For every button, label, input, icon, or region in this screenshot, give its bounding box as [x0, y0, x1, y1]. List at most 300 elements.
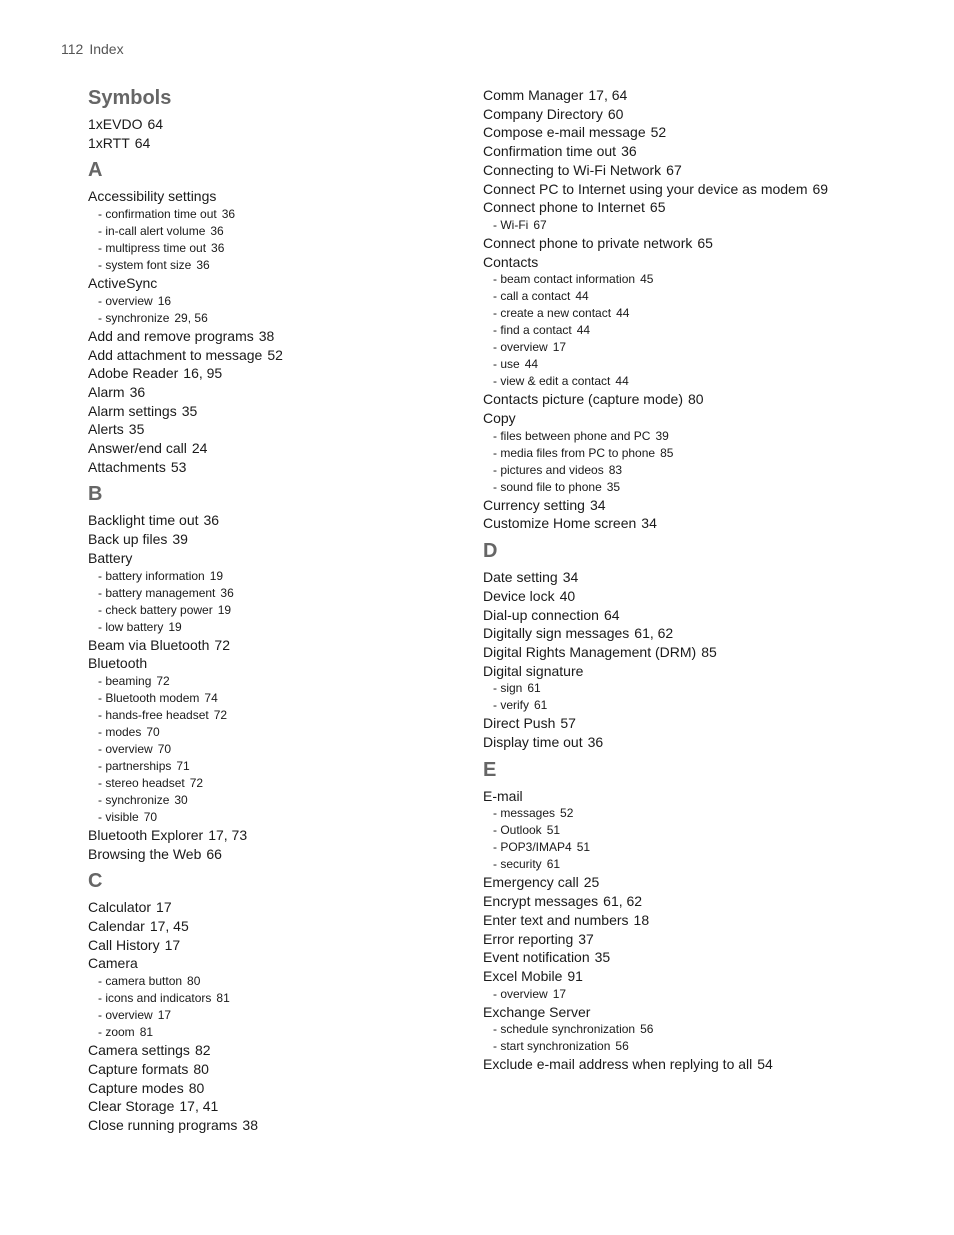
entry-term: Alarm	[88, 383, 125, 400]
subentry-term: - sign	[493, 681, 523, 696]
entry-term: Device lock	[483, 587, 555, 604]
index-subentry	[88, 568, 458, 585]
index-subentry	[88, 973, 458, 990]
entry-term: Battery	[88, 549, 133, 566]
entry-pages: 17	[156, 899, 172, 916]
index-subentry	[483, 217, 923, 234]
index-subentry	[88, 690, 458, 707]
entry-pages: 17, 41	[179, 1098, 219, 1115]
entry-term: Connecting to Wi-Fi Network	[483, 161, 662, 178]
entry-term: Calendar	[88, 918, 145, 935]
index-column-left	[88, 86, 458, 1141]
entry-term: Attachments	[88, 458, 166, 475]
entry-pages: 34	[589, 496, 606, 513]
index-entry	[88, 826, 458, 845]
subentry-pages: 19	[217, 602, 232, 617]
subentry-term: - beam contact information	[493, 272, 636, 287]
subentry-pages: 45	[640, 272, 654, 287]
subentry-term: - call a contact	[493, 289, 571, 304]
subentry-pages: 36	[196, 258, 210, 273]
index-entry	[88, 530, 458, 549]
entry-pages: 52	[650, 124, 667, 141]
index-subentry	[483, 288, 923, 305]
entry-pages: 80	[193, 1060, 209, 1077]
entry-term: Event notification	[483, 949, 590, 966]
index-entry	[88, 439, 458, 458]
entry-pages: 80	[188, 1079, 205, 1096]
index-entry	[88, 1097, 458, 1116]
subentry-pages: 70	[146, 724, 160, 739]
index-subentry	[88, 206, 458, 223]
index-entry	[483, 1055, 923, 1074]
subentry-pages: 56	[640, 1022, 654, 1037]
index-subentry	[88, 673, 458, 690]
subentry-term: - sound file to phone	[493, 479, 602, 494]
subentry-pages: 81	[216, 991, 230, 1006]
entry-term: Digital Rights Management (DRM)	[483, 643, 697, 660]
entry-pages: 36	[129, 383, 146, 400]
entry-term: Call History	[88, 936, 160, 953]
index-entry	[483, 643, 923, 662]
index-entry	[483, 930, 923, 949]
entry-pages: 34	[641, 515, 657, 532]
subentry-pages: 52	[560, 806, 574, 821]
index-entry	[483, 198, 923, 217]
entry-pages: 35	[594, 949, 611, 966]
index-entry	[88, 458, 458, 477]
entry-term: Alerts	[88, 421, 124, 438]
index-entry	[88, 1116, 458, 1135]
entry-pages: 60	[607, 105, 624, 122]
entry-term: Connect phone to Internet	[483, 199, 645, 216]
subentry-pages: 44	[616, 306, 630, 321]
index-subentry	[88, 602, 458, 619]
index-subentry	[483, 986, 923, 1003]
entry-pages: 36	[621, 143, 637, 160]
subentry-term: - zoom	[98, 1025, 135, 1040]
entry-term: Accessibility settings	[88, 188, 217, 205]
subentry-pages: 19	[209, 568, 224, 583]
index-entry	[88, 845, 458, 864]
index-subentry	[483, 445, 923, 462]
entry-pages: 36	[203, 512, 220, 529]
subentry-pages: 39	[655, 428, 669, 443]
subentry-term: - Outlook	[493, 823, 542, 838]
entry-pages: 37	[578, 930, 594, 947]
index-entry	[483, 606, 923, 625]
index-entry	[483, 662, 923, 681]
entry-pages: 17, 45	[149, 918, 189, 935]
entry-term: 1xRTT	[88, 134, 130, 151]
subentry-pages: 16	[157, 293, 172, 308]
subentry-term: - verify	[493, 698, 529, 713]
entry-term: Digitally sign messages	[483, 625, 630, 642]
index-subentry	[483, 322, 923, 339]
subentry-pages: 36	[211, 241, 225, 256]
entry-term: Backlight time out	[88, 512, 199, 529]
index-subentry	[88, 741, 458, 758]
subentry-term: - Wi-Fi	[493, 217, 529, 232]
entry-term: Dial-up connection	[483, 606, 599, 623]
entry-pages: 82	[194, 1042, 211, 1059]
subentry-pages: 17	[552, 986, 567, 1001]
entry-pages: 69	[812, 180, 829, 197]
index-entry	[88, 383, 458, 402]
entry-pages: 91	[567, 967, 583, 984]
entry-term: Answer/end call	[88, 440, 187, 457]
index-entry	[88, 364, 458, 383]
entry-pages: 17, 73	[208, 826, 248, 843]
entry-pages: 17, 64	[588, 87, 628, 103]
index-entry	[88, 115, 458, 134]
entry-pages: 64	[603, 606, 620, 623]
subentry-term: - modes	[98, 724, 142, 739]
index-subentry	[88, 990, 458, 1007]
entry-term: Currency setting	[483, 496, 585, 513]
subentry-pages: 72	[213, 707, 228, 722]
index-entry	[483, 161, 923, 180]
index-subentry	[483, 822, 923, 839]
subentry-term: - check battery power	[98, 602, 213, 617]
entry-term: Comm Manager	[483, 87, 584, 103]
entry-term: Encrypt messages	[483, 893, 599, 910]
subentry-pages: 36	[220, 585, 234, 600]
entry-pages: 61, 62	[634, 625, 674, 642]
entry-term: Camera settings	[88, 1042, 190, 1059]
subentry-term: - view & edit a contact	[493, 374, 611, 389]
entry-pages: 64	[134, 134, 151, 151]
index-entry	[483, 787, 923, 806]
subentry-pages: 56	[615, 1039, 629, 1054]
index-subentry	[88, 775, 458, 792]
entry-pages: 67	[666, 161, 682, 178]
index-entry	[88, 549, 458, 568]
entry-term: Compose e-mail message	[483, 124, 646, 141]
index-subentry	[483, 697, 923, 714]
subentry-pages: 72	[156, 673, 170, 688]
entry-pages: 17	[164, 936, 181, 953]
subentry-pages: 72	[189, 775, 204, 790]
index-subentry	[483, 856, 923, 873]
index-entry	[88, 402, 458, 421]
entry-term: Copy	[483, 410, 516, 427]
index-entry	[483, 624, 923, 643]
entry-term: Camera	[88, 955, 138, 972]
subentry-pages: 44	[615, 374, 629, 389]
entry-term: Connect PC to Internet using your device as modem	[483, 180, 808, 197]
index-entry	[88, 134, 458, 153]
index-entry	[483, 892, 923, 911]
index-entry	[483, 496, 923, 515]
subentry-pages: 71	[176, 758, 190, 773]
entry-term: Add and remove programs	[88, 327, 254, 344]
entry-term: Enter text and numbers	[483, 911, 629, 928]
index-entry	[88, 346, 458, 365]
entry-pages: 85	[701, 643, 717, 660]
subentry-pages: 70	[143, 809, 158, 824]
index-subentry	[483, 356, 923, 373]
entry-term: Company Directory	[483, 105, 603, 122]
index-subentry	[88, 223, 458, 240]
subentry-pages: 19	[168, 619, 182, 634]
entry-term: Digital signature	[483, 662, 584, 679]
entry-pages: 66	[206, 845, 222, 862]
index-subentry	[483, 339, 923, 356]
entry-pages: 36	[587, 734, 604, 751]
subentry-pages: 80	[187, 974, 201, 989]
entry-pages: 35	[128, 421, 145, 438]
index-entry	[483, 1003, 923, 1022]
entry-term: Exchange Server	[483, 1003, 591, 1020]
subentry-term: - use	[493, 357, 520, 372]
subentry-term: - in-call alert volume	[98, 224, 206, 239]
entry-pages: 72	[214, 636, 230, 653]
index-entry	[88, 327, 458, 346]
index-entry	[88, 420, 458, 439]
subentry-pages: 61	[527, 681, 541, 696]
subentry-pages: 61	[546, 857, 561, 872]
entry-pages: 35	[181, 402, 198, 419]
subentry-term: - system font size	[98, 258, 192, 273]
index-entry	[483, 733, 923, 752]
index-subentry	[88, 1007, 458, 1024]
index-entry	[88, 187, 458, 206]
entry-pages: 24	[191, 440, 208, 457]
index-subentry	[88, 619, 458, 636]
section-heading: D	[483, 540, 498, 563]
entry-term: Calculator	[88, 899, 152, 916]
index-column-right	[483, 86, 923, 1080]
index-subentry	[483, 1038, 923, 1055]
index-section-b	[88, 482, 458, 863]
index-subentry	[483, 479, 923, 496]
entry-term: Emergency call	[483, 874, 579, 891]
entry-pages: 57	[560, 715, 576, 732]
entry-pages: 39	[172, 531, 188, 548]
entry-term: Back up files	[88, 531, 168, 548]
subentry-term: - create a new contact	[493, 306, 612, 321]
subentry-term: - synchronize	[98, 310, 170, 325]
index-subentry	[88, 293, 458, 310]
subentry-pages: 35	[606, 479, 621, 494]
subentry-pages: 44	[575, 289, 589, 304]
entry-pages: 38	[242, 1116, 258, 1133]
entry-term: Bluetooth Explorer	[88, 826, 204, 843]
entry-term: Browsing the Web	[88, 845, 202, 862]
index-subentry	[88, 1024, 458, 1041]
index-entry	[483, 967, 923, 986]
subentry-term: - camera button	[98, 974, 183, 989]
entry-term: Date setting	[483, 569, 558, 586]
subentry-pages: 61	[534, 698, 548, 713]
entry-pages: 64	[147, 116, 164, 132]
entry-pages: 80	[687, 391, 704, 408]
index-subentry	[88, 240, 458, 257]
entry-term: Alarm settings	[88, 402, 177, 419]
entry-term: Beam via Bluetooth	[88, 636, 210, 653]
index-subentry	[88, 758, 458, 775]
entry-pages: 38	[258, 327, 275, 344]
subentry-pages: 74	[204, 690, 218, 705]
entry-term: E-mail	[483, 787, 523, 804]
subentry-pages: 17	[552, 340, 567, 355]
index-subentry	[483, 373, 923, 390]
index-entry	[88, 654, 458, 673]
index-entry	[483, 142, 923, 161]
entry-pages: 16, 95	[183, 365, 223, 382]
entry-pages: 54	[757, 1056, 773, 1073]
index-entry	[483, 234, 923, 253]
entry-term: Contacts picture (capture mode)	[483, 391, 683, 408]
index-entry	[483, 948, 923, 967]
index-section-continued	[483, 86, 923, 533]
subentry-term: - media files from PC to phone	[493, 445, 656, 460]
subentry-term: - security	[493, 857, 542, 872]
entry-pages: 53	[170, 458, 187, 475]
entry-term: Direct Push	[483, 715, 556, 732]
subentry-pages: 70	[157, 741, 172, 756]
subentry-term: - Bluetooth modem	[98, 690, 200, 705]
page-header	[61, 41, 124, 57]
index-subentry	[483, 428, 923, 445]
entry-pages: 61, 62	[603, 893, 643, 910]
subentry-term: - icons and indicators	[98, 991, 212, 1006]
section-heading: C	[88, 870, 103, 893]
section-heading: B	[88, 483, 103, 506]
entry-term: Close running programs	[88, 1116, 238, 1133]
entry-term: 1xEVDO	[88, 116, 143, 132]
entry-term: Connect phone to private network	[483, 234, 693, 251]
subentry-term: - messages	[493, 806, 556, 821]
index-entry	[88, 1060, 458, 1079]
subentry-term: - overview	[493, 340, 548, 355]
subentry-pages: 44	[524, 357, 539, 372]
subentry-pages: 67	[533, 217, 547, 232]
index-entry	[88, 636, 458, 655]
page-number: 112	[61, 41, 84, 57]
subentry-term: - confirmation time out	[98, 207, 217, 222]
index-section-d	[483, 539, 923, 752]
subentry-term: - visible	[98, 809, 139, 824]
entry-pages: 34	[562, 569, 579, 586]
index-section-symbols	[88, 86, 458, 152]
entry-pages: 65	[697, 234, 713, 251]
index-subentry	[88, 809, 458, 826]
index-entry	[483, 514, 923, 533]
index-entry	[483, 568, 923, 587]
index-entry	[483, 253, 923, 272]
running-title: Index	[89, 41, 124, 57]
index-entry	[88, 511, 458, 530]
entry-term: Adobe Reader	[88, 365, 179, 382]
subentry-term: - start synchronization	[493, 1039, 611, 1054]
entry-pages: 18	[633, 911, 650, 928]
subentry-pages: 81	[139, 1025, 154, 1040]
index-subentry	[483, 839, 923, 856]
section-heading: E	[483, 758, 497, 781]
subentry-term: - schedule synchronization	[493, 1022, 636, 1037]
subentry-term: - multipress time out	[98, 241, 207, 256]
index-subentry	[88, 585, 458, 602]
index-entry	[483, 86, 923, 105]
subentry-term: - files between phone and PC	[493, 428, 651, 443]
entry-term: Capture formats	[88, 1060, 189, 1077]
subentry-term: - partnerships	[98, 758, 172, 773]
subentry-term: - find a contact	[493, 323, 572, 338]
subentry-term: - overview	[98, 741, 153, 756]
entry-term: Display time out	[483, 734, 583, 751]
index-entry	[483, 105, 923, 124]
subentry-pages: 36	[221, 207, 236, 222]
section-heading: A	[88, 159, 103, 182]
index-subentry	[88, 310, 458, 327]
entry-pages: 65	[649, 199, 666, 216]
index-subentry	[88, 792, 458, 809]
index-entry	[88, 1079, 458, 1098]
subentry-pages: 51	[546, 823, 561, 838]
entry-term: Exclude e-mail address when replying to all	[483, 1056, 753, 1073]
index-entry	[88, 917, 458, 936]
entry-term: ActiveSync	[88, 275, 158, 292]
index-subentry	[483, 680, 923, 697]
entry-pages: 25	[583, 874, 600, 891]
index-subentry	[88, 707, 458, 724]
index-subentry	[88, 724, 458, 741]
subentry-pages: 29, 56	[174, 310, 208, 325]
subentry-pages: 36	[210, 224, 224, 239]
index-entry	[483, 873, 923, 892]
index-entry	[483, 123, 923, 142]
subentry-term: - hands-free headset	[98, 707, 209, 722]
index-entry	[483, 714, 923, 733]
entry-pages: 40	[559, 587, 576, 604]
index-entry	[88, 1041, 458, 1060]
index-entry	[88, 954, 458, 973]
entry-term: Error reporting	[483, 930, 574, 947]
index-section-e	[483, 758, 923, 1074]
entry-pages: 52	[267, 346, 283, 363]
index-section-c	[88, 869, 458, 1134]
subentry-term: - battery information	[98, 568, 205, 583]
entry-term: Clear Storage	[88, 1098, 175, 1115]
index-subentry	[483, 271, 923, 288]
entry-term: Add attachment to message	[88, 346, 263, 363]
entry-term: Bluetooth	[88, 655, 148, 672]
subentry-pages: 44	[576, 323, 591, 338]
subentry-pages: 83	[608, 462, 623, 477]
subentry-term: - overview	[98, 1008, 153, 1023]
section-heading: Symbols	[88, 87, 172, 109]
index-section-a	[88, 158, 458, 476]
index-entry	[88, 936, 458, 955]
index-entry	[483, 911, 923, 930]
subentry-pages: 17	[157, 1008, 172, 1023]
subentry-pages: 85	[660, 445, 674, 460]
index-entry	[483, 587, 923, 606]
subentry-term: - beaming	[98, 673, 152, 688]
index-entry	[88, 274, 458, 293]
entry-term: Confirmation time out	[483, 143, 617, 160]
entry-term: Contacts	[483, 253, 539, 270]
subentry-term: - battery management	[98, 585, 216, 600]
entry-term: Capture modes	[88, 1079, 184, 1096]
subentry-term: - low battery	[98, 619, 164, 634]
index-subentry	[88, 257, 458, 274]
index-subentry	[483, 1021, 923, 1038]
subentry-term: - POP3/IMAP4	[493, 840, 572, 855]
subentry-term: - overview	[98, 293, 153, 308]
index-entry	[483, 390, 923, 409]
